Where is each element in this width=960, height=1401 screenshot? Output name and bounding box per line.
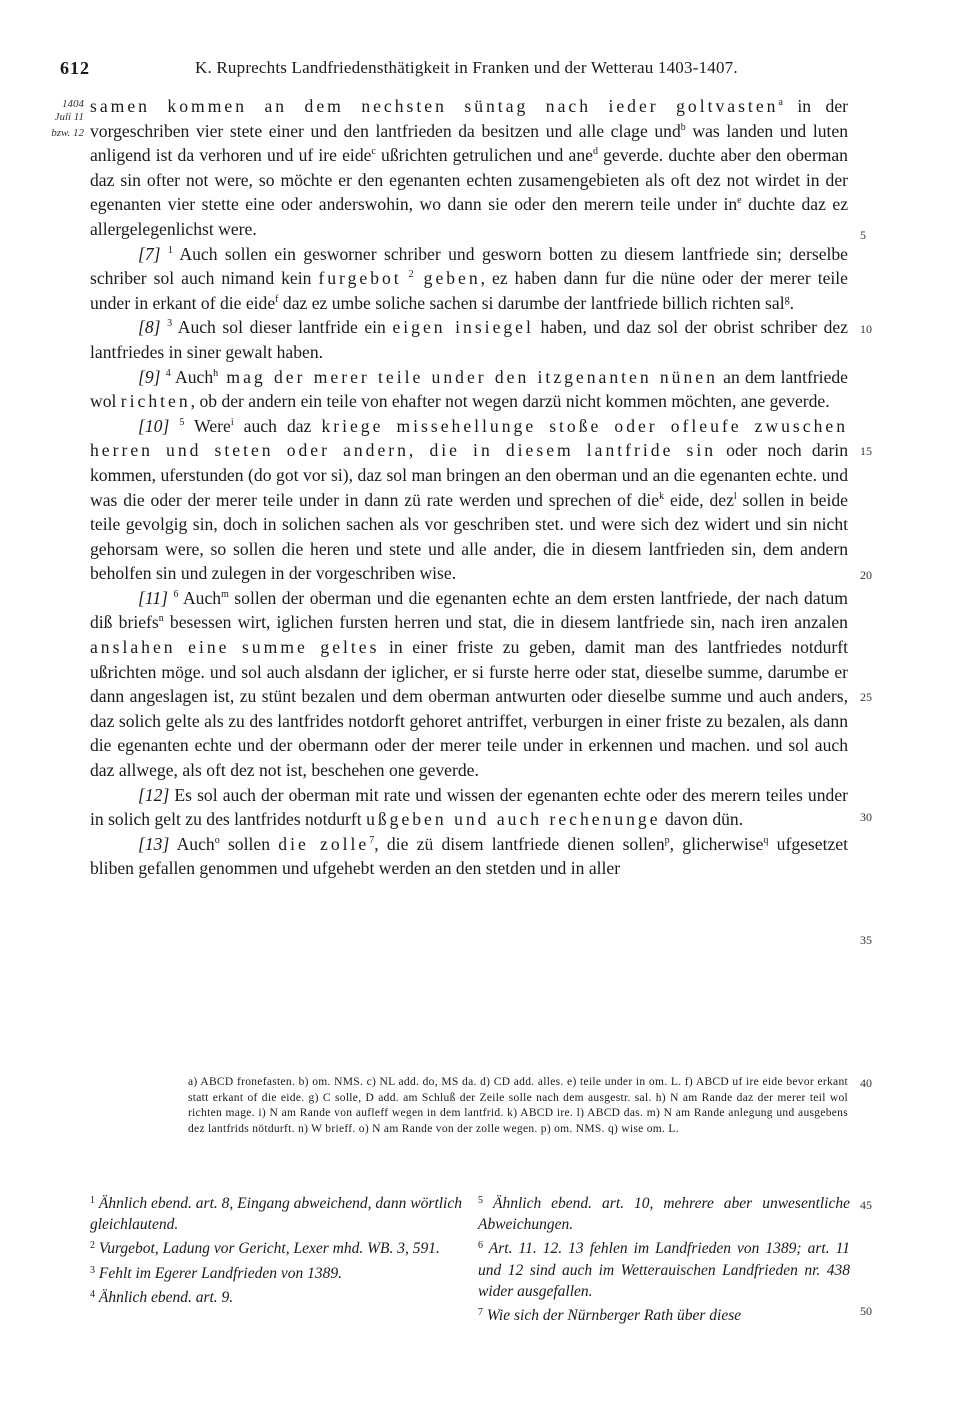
- line-number: 50: [860, 1304, 872, 1318]
- paragraph-13: [13] Auch$^o$ sollen die zolle$^7$, die zü disem lantfriede dienen sollen$^p$, glicherwise$^q$ ufgesetzet bliben gefallen genommen und ufgehebt werden an den stetden und in aller: [90, 833, 848, 879]
- page-header: [60, 58, 860, 84]
- paragraph-7: [7] $^1$ Auch sollen ein gesworner schriber und gesworn botten zu diesem lantfriede sin; derselbe schriber sol auch nimand kein furgebot $^2$ geben, ez haben dann fur die nüne oder der merer teile under in erkant of die eide$^f$ daz ez umbe soliche sachen si darumbe der lantfriede billich richten sal$^g$.: [90, 243, 848, 313]
- running-title: K. Ruprechts Landfriedensthätigkeit in Franken und der Wetterau 1403-1407.: [195, 58, 738, 77]
- paragraph-10: [10] $^5$ Were$^i$ auch daz kriege missehellunge stoße oder ofleufe zwuschen herren und steten oder andern, die in diesem lantfride sin oder noch darin kommen, uferstunden (do got vor si), daz sol man bringen an den oberman und an die egenanten echte. und was die oder der merer teile under in dann zü rate werden und sprechen of die$^k$ eide, dez$^l$ sollen in beide teile gevolgig sin, doch in solichen sachen als vor geschriben stet. und were sich dez widert und sin nicht gehorsam were, so sollen die heren und stete und alle ander, die in diesem lantfrieden sin, dem andern beholfen sin und zulegen in der vorgeschriben wise.: [90, 415, 848, 584]
- line-number: 40: [860, 1076, 872, 1090]
- footnote: $^2$ Vurgebot, Ladung vor Gericht, Lexer mhd. WB. 3, 591.: [90, 1240, 440, 1258]
- footnote: $^1$ Ähnlich ebend. art. 8, Eingang abweichend, dann wörtlich gleichlautend.: [90, 1195, 462, 1234]
- paragraph-9: [9] $^4$ Auch$^h$ mag der merer teile under den itzgenanten nünen an dem lantfriede wol richten, ob der andern ein teile von ehafter not wegen darzü nicht kommen möchten, ane geverde.: [90, 366, 848, 412]
- paragraph-8: [8] $^3$ Auch sol dieser lantfride ein eigen insiegel haben, und daz sol der obrist schriber dez lantfriedes in siner gewalt haben.: [90, 317, 848, 362]
- line-number: 45: [860, 1198, 872, 1212]
- line-number: 35: [860, 933, 872, 947]
- critical-apparatus: [188, 1075, 848, 1137]
- footnote: $^3$ Fehlt im Egerer Landfrieden von 1389.: [90, 1264, 342, 1282]
- paragraph-11: [11] $^6$ Auch$^m$ sollen der oberman und die egenanten echte an dem ersten lantfriede, der nach datum diß briefs$^n$ besessen wirt, iglichen fursten herren und stat, die in diesem lantfriede sin, nach iren anzalen anslahen eine summe geltes in einer friste zu geben, damit man des lantfriedes notdurft ußrichten möge. und sol auch alsdann der iglicher, er si furste herre oder stat, dieselbe summe, darumbe er dann angeslagen ist, zu stünt bezalen und dem oberman antwurten oder dieselbe summe und auch anders, daz solich gelte als zu des lantfrides notdorft gehoret antriffet, verburgen in einer friste zu bezalen, als dann die egenanten echte und der obermann oder der merer teile under in erkennen und machen. und sol auch daz allwege, als oft dez not ist, beschehen one geverde.: [90, 587, 848, 781]
- footnote: $^4$ Ähnlich ebend. art. 9.: [90, 1288, 234, 1306]
- footnotes-left: [90, 1190, 462, 1308]
- line-number: 10: [860, 322, 872, 336]
- line-number: 5: [860, 228, 866, 242]
- line-number: 25: [860, 690, 872, 704]
- footnote: $^6$ Art. 11. 12. 13 fehlen im Landfrieden von 1389; art. 11 und 12 sind auch im Wetterauischen Landfrieden nr. 438 wider ausgefallen.: [478, 1240, 850, 1300]
- footnote: $^5$ Ähnlich ebend. art. 10, mehrere aber unwesentliche Abweichungen.: [478, 1195, 850, 1234]
- line-number: 15: [860, 444, 872, 458]
- line-number: 30: [860, 810, 872, 824]
- footnotes-right: [478, 1190, 850, 1326]
- critical-apparatus-text: a) ABCD fronefasten. b) om. NMS. c) NL add. do, MS da. d) CD add. alles. e) teile under in om. L. f) ABCD uf ire eide bevor erkant statt erkant of die eide. g) C solle, D add. am Schluß der Zeile solle nach dem ausgestr. sal. h) N am Rande daz der merer teil wol richten mage. i) N am Rande von aufleff wegen in dem lantfrid. k) ABCD ire. l) ABCD das. m) N am Rande anlegung und ausgebens dez lantfrids nötdurft. n) W brieff. o) N am Rande von der zolle wegen. p) om. NMS. q) wise om. L.: [188, 1076, 848, 1135]
- main-text: [90, 94, 848, 881]
- paragraph-6-continued: samen kommen an dem nechsten süntag nach ieder goltvasten$^a$ in der vorgeschriben vier stete einer und den lantfrieden da besitzen und alle clage und$^b$ was landen und luten anligend ist da verhoren und uf ire eide$^c$ ußrichten getrulichen und ane$^d$ geverde. duchte aber den oberman daz sin ofter not were, so möchte er den egenanten echten zusamengebieten als oft dez not wirdet in der egenanten vier stette eine oder anderswohin, wo dann sie oder den merern teile under $in^e$ duchte daz ez allergelegenlichst were.: [90, 96, 849, 239]
- paragraph-12: [12] Es sol auch der oberman mit rate und wissen der egenanten echte oder des merern teiles under in solich gelt zu des lantfrides notdurft ußgeben und auch rechenunge davon dün.: [90, 784, 848, 830]
- margin-date-alt: bzw. 12: [51, 127, 84, 139]
- margin-date-year: 1404: [62, 98, 84, 110]
- footnote: $^7$ Wie sich der Nürnberger Rath über diese: [478, 1307, 742, 1325]
- line-number: 20: [860, 568, 872, 582]
- page-number: 612: [60, 58, 90, 78]
- margin-date-month: Juli 11: [54, 111, 84, 123]
